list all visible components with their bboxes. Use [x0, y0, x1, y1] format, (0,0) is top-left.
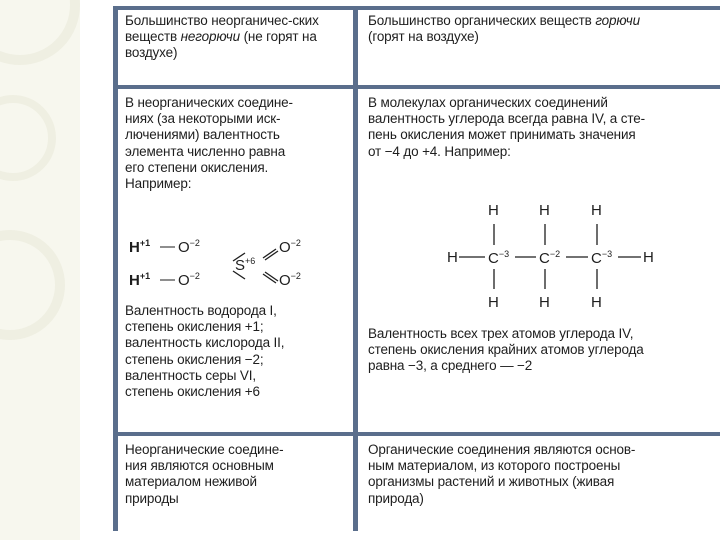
formula-bonds: [113, 201, 720, 321]
hydrogen-atom: H: [643, 249, 654, 266]
text-line: ниях (за некоторыми иск-: [125, 111, 281, 127]
text-line: степень окисления +6: [125, 384, 260, 400]
text-line: валентность углерода всегда равна IV, а сте-: [368, 111, 645, 127]
row1-left-cell: [125, 13, 353, 62]
hydrogen-atom: H: [539, 294, 550, 311]
comparison-table: [113, 6, 720, 531]
text-line: равна −3, а среднего — −2: [368, 358, 533, 374]
text-line: природы: [125, 490, 179, 506]
single-bond: —: [160, 271, 175, 288]
table-border-top: [113, 6, 720, 10]
text-line: от −4 до +4. Например:: [368, 143, 511, 159]
hydrogen-atom: H: [488, 202, 499, 219]
text-line: валентность серы VI,: [125, 367, 256, 383]
row1-right-post: (горят на воздухе): [368, 29, 479, 45]
carbon-atom: $C^{-3}$: [591, 249, 613, 267]
text-line: Например:: [125, 176, 192, 192]
carbon-atom: $C^{-3}$: [488, 249, 510, 267]
text-line: В неорганических соедине-: [125, 95, 293, 110]
hydrogen-atom: H: [591, 294, 602, 311]
text-line: организмы растений и животных (живая: [368, 474, 615, 490]
row1-right-cell: [368, 13, 718, 45]
text-line: степень окисления −2;: [125, 351, 264, 367]
row-divider: [113, 432, 720, 436]
text-line: Органические соединения являются основ-: [368, 442, 636, 457]
hydrogen-atom: H: [488, 294, 499, 311]
row2-right-caption: [368, 326, 718, 375]
row-divider: [113, 85, 720, 89]
text-line: пень окисления может принимать значения: [368, 127, 636, 143]
text-line: степень окисления крайних атомов углерода: [368, 342, 644, 358]
oxygen-atom: $O^{-2}$: [178, 238, 200, 256]
row1-right-emphasis: горючи: [595, 13, 640, 28]
text-line: ния являются основным: [125, 458, 274, 474]
row3-left-cell: [125, 442, 353, 507]
oxygen-atom: $O^{-2}$: [279, 271, 301, 289]
text-line: ным материалом, из которого построены: [368, 458, 621, 474]
text-line: лючениями) валентность: [125, 127, 280, 143]
carbon-atom: $C^{-2}$: [539, 249, 561, 267]
hydrogen-atom: H: [447, 249, 458, 266]
oxygen-atom: $O^{-2}$: [279, 238, 301, 256]
row1-right-pre: Большинство органических веществ: [368, 13, 596, 28]
text-line: валентность кислорода II,: [125, 335, 285, 351]
hydrogen-atom: $H^{+1}$: [129, 271, 151, 289]
hydrogen-atom: $H^{+1}$: [129, 238, 151, 256]
row2-left-intro: [125, 95, 353, 192]
text-line: элемента численно равна: [125, 143, 286, 159]
text-line: Валентность водорода I,: [125, 303, 277, 318]
sulfur-atom: $S^{+6}$: [235, 256, 256, 274]
row1-left-post: (не горят на воздухе): [125, 29, 317, 61]
text-line: степень окисления +1;: [125, 319, 264, 335]
hydrogen-atom: H: [539, 202, 550, 219]
text-line: Неорганические соедине-: [125, 442, 284, 457]
single-bond: —: [160, 238, 175, 255]
text-line: материалом неживой: [125, 474, 257, 490]
oxygen-atom: $O^{-2}$: [178, 271, 200, 289]
text-line: В молекулах органических соединений: [368, 95, 608, 110]
row1-left-pre: Большинство неорганичес-ских веществ: [125, 13, 319, 45]
text-line: его степени окисления.: [125, 159, 269, 175]
row2-right-intro: [368, 95, 718, 160]
text-line: природа): [368, 490, 424, 506]
hydrogen-atom: H: [591, 202, 602, 219]
text-line: Валентность всех трех атомов углерода IV,: [368, 326, 634, 341]
row3-right-cell: [368, 442, 718, 507]
row1-left-emphasis: негорючи: [180, 29, 240, 45]
